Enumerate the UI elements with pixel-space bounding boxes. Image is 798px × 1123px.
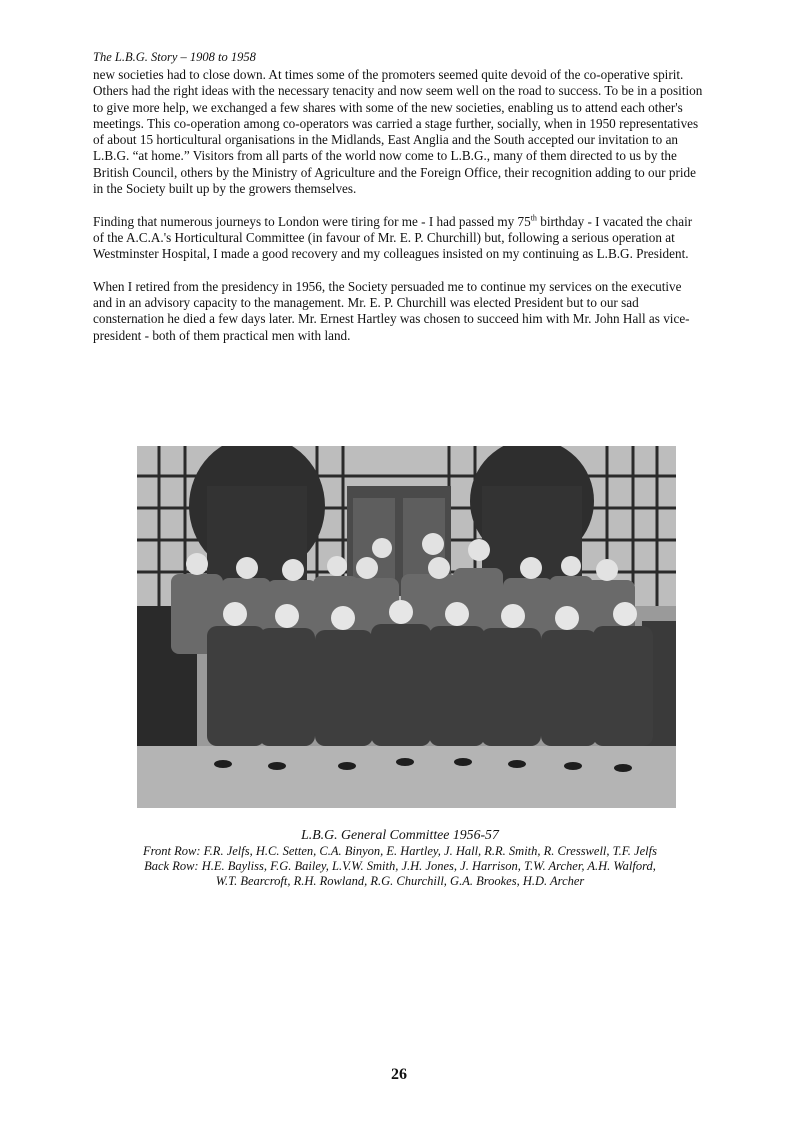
caption-back-row-continued: W.T. Bearcroft, R.H. Rowland, R.G. Churchill, G.A. Brookes, H.D. Archer: [215, 874, 585, 888]
running-header: The L.B.G. Story – 1908 to 1958: [93, 50, 256, 64]
body-text: [93, 67, 703, 360]
paragraph-text: birthday - I vacated the chair of the A.C.A.'s Horticultural Committee (in favour of Mr. E. P. Churchill) but, following a serious operation at Westminster Hospital, I made a good recovery and my colleagues insisted on my continuing as L.B.G. President.: [93, 213, 693, 262]
paragraph: [93, 214, 703, 263]
caption-title: L.B.G. General Committee 1956-57: [301, 827, 499, 842]
caption-front-row: Front Row: F.R. Jelfs, H.C. Setten, C.A. Binyon, E. Hartley, J. Hall, R.R. Smith, R. Cresswell, T.F. Jelfs: [143, 844, 657, 858]
ordinal-suffix: th: [530, 213, 537, 223]
page-number: 26: [391, 1066, 407, 1083]
group-photo: [137, 446, 676, 808]
group-photo-illustration: [137, 446, 676, 808]
paragraph: When I retired from the presidency in 1956, the Society persuaded me to continue my services on the executive and in an advisory capacity to the management. Mr. E. P. Churchill was elected President but to our sad consternation he died a few days later. Mr. Ernest Hartley was chosen to succeed him with Mr. John Hall as vice-president - both of them practical men with land.: [93, 278, 690, 343]
paragraph-text: Finding that numerous journeys to London were tiring for me - I had passed my 75: [93, 213, 531, 229]
caption-back-row: Back Row: H.E. Bayliss, F.G. Bailey, L.V.W. Smith, J.H. Jones, J. Harrison, T.W. Archer, A.H. Walford,: [144, 859, 656, 873]
paragraph: new societies had to close down. At times some of the promoters seemed quite devoid of the co-operative spirit. Others had the right ideas with the necessary tenacity and now seem well on the road to success. To be in a position to give more help, we exchanged a few shares with some of the new societies, enabling us to attend each other's meetings. This co-operation among co-operators was carried a stage further, socially, when in 1950 representatives of about 15 horticultural organisations in the Midlands, East Anglia and the South accepted our invitation to an L.B.G. “at home.” Visitors from all parts of the world now come to L.B.G., many of them directed to us by the British Council, others by the Ministry of Agriculture and the Foreign Office, their recognition adding to our pride in the Society built up by the growers themselves.: [93, 67, 703, 197]
photo-caption: [93, 826, 707, 889]
